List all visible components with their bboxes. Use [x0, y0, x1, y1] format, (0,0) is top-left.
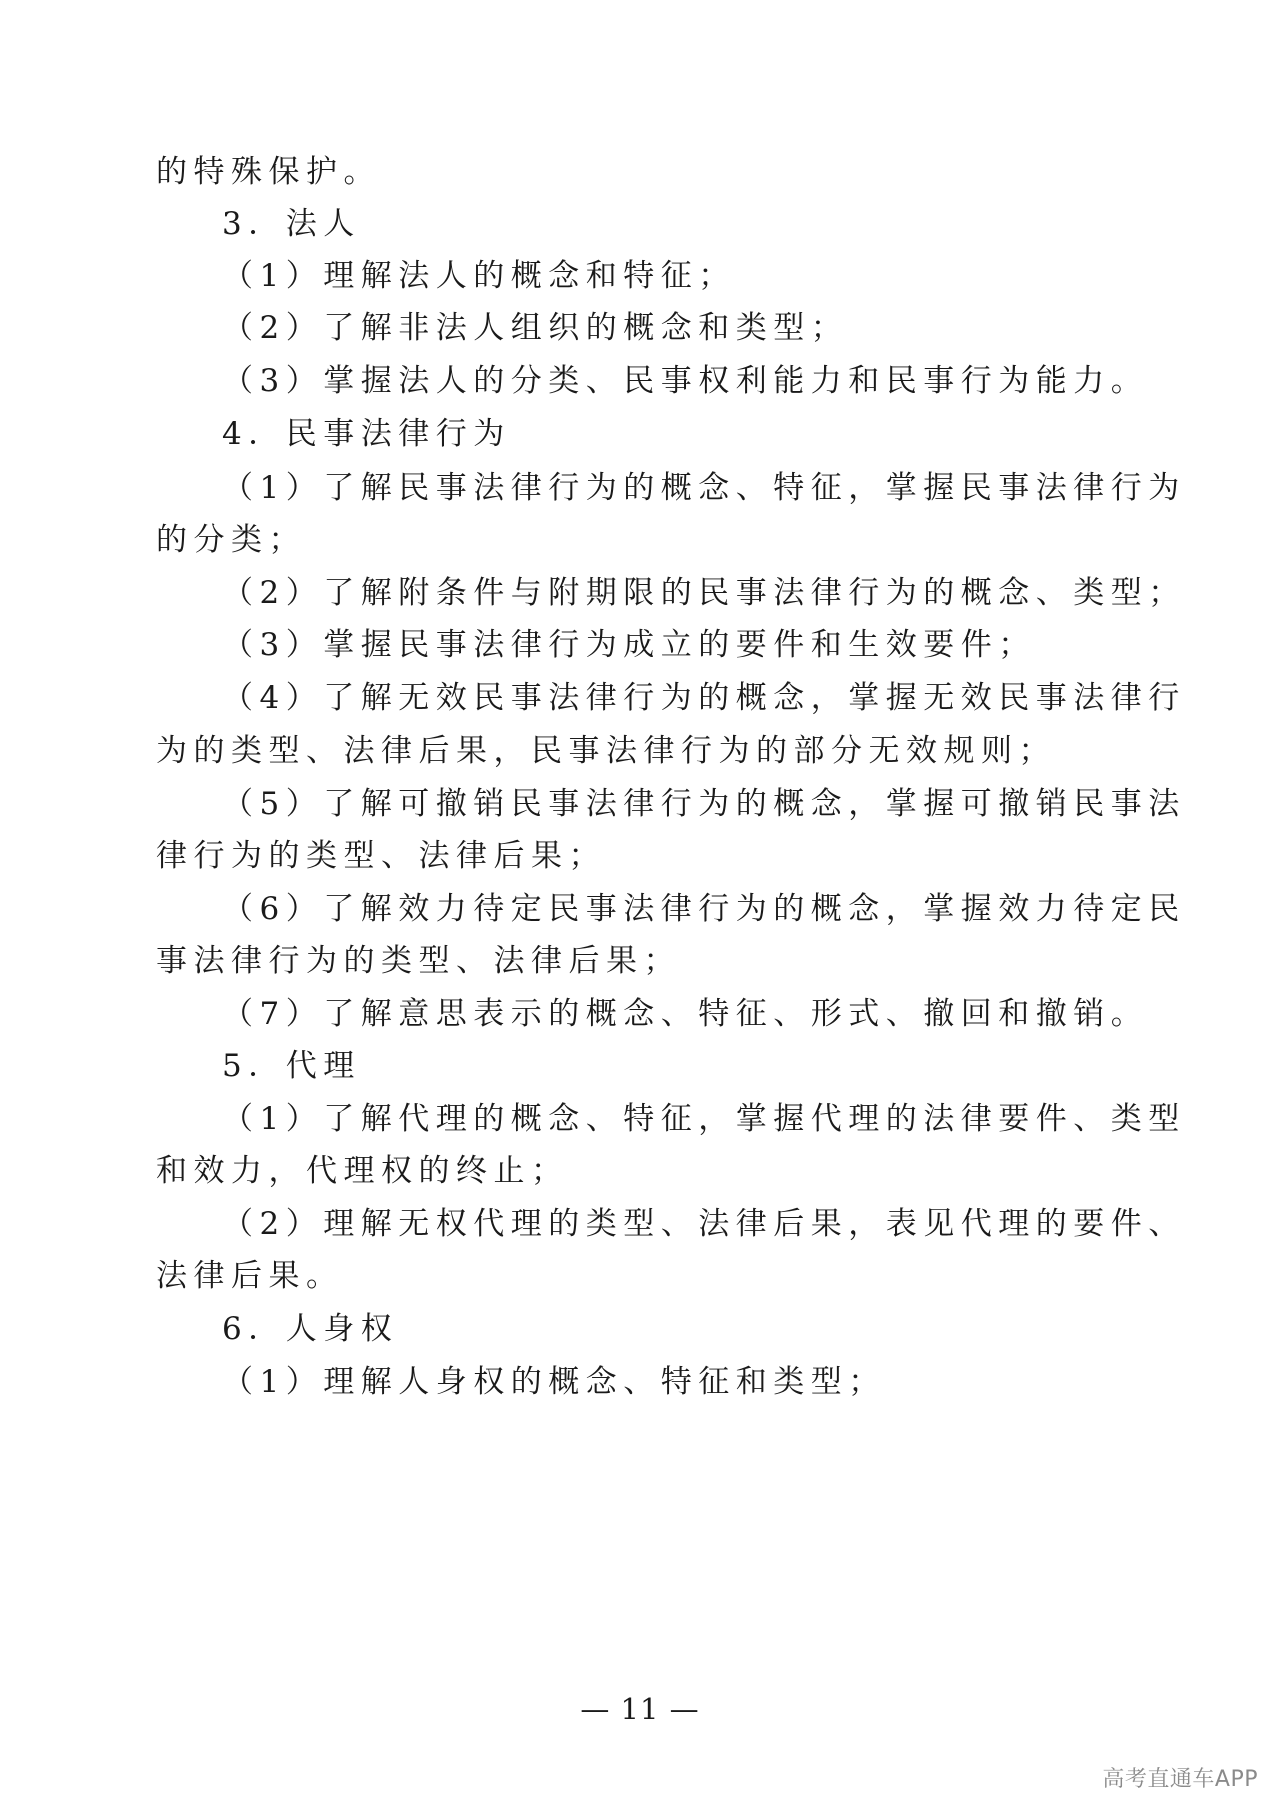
list-item: （7）了解意思表示的概念、特征、形式、撤回和撤销。 [222, 996, 1149, 1032]
text-line: 的特殊保护。 [156, 154, 381, 190]
text-line: 律行为的类型、法律后果； [156, 838, 606, 874]
text-line: 法律后果。 [156, 1258, 344, 1294]
text-line: 为的类型、法律后果，民事法律行为的部分无效规则； [156, 733, 1056, 769]
section-heading-3: 3．法人 [222, 206, 361, 242]
text-line: 事法律行为的类型、法律后果； [156, 943, 681, 979]
section-heading-5: 5．代理 [222, 1048, 361, 1084]
list-item: （2）了解附条件与附期限的民事法律行为的概念、类型； [222, 575, 1186, 611]
text-line: 的分类； [156, 522, 306, 558]
section-heading-6: 6．人身权 [222, 1311, 399, 1347]
list-item: （4）了解无效民事法律行为的概念，掌握无效民事法律行 [222, 680, 1186, 716]
list-item: （5）了解可撤销民事法律行为的概念，掌握可撤销民事法 [222, 786, 1186, 822]
text-line: 和效力，代理权的终止； [156, 1153, 569, 1189]
list-item: （1）理解人身权的概念、特征和类型； [222, 1364, 886, 1400]
list-item: （1）理解法人的概念和特征； [222, 258, 736, 294]
list-item: （2）理解无权代理的类型、法律后果，表见代理的要件、 [222, 1206, 1186, 1242]
page-number: — 11 — [580, 1692, 700, 1726]
list-item: （6）了解效力待定民事法律行为的概念，掌握效力待定民 [222, 891, 1186, 927]
list-item: （3）掌握民事法律行为成立的要件和生效要件； [222, 627, 1036, 663]
list-item: （1）了解代理的概念、特征，掌握代理的法律要件、类型 [222, 1101, 1186, 1137]
list-item: （3）掌握法人的分类、民事权利能力和民事行为能力。 [222, 363, 1149, 399]
list-item: （1）了解民事法律行为的概念、特征，掌握民事法律行为 [222, 470, 1186, 506]
list-item: （2）了解非法人组织的概念和类型； [222, 310, 849, 346]
section-heading-4: 4．民事法律行为 [222, 416, 511, 452]
watermark-text: 高考直通车APP [1102, 1767, 1258, 1792]
